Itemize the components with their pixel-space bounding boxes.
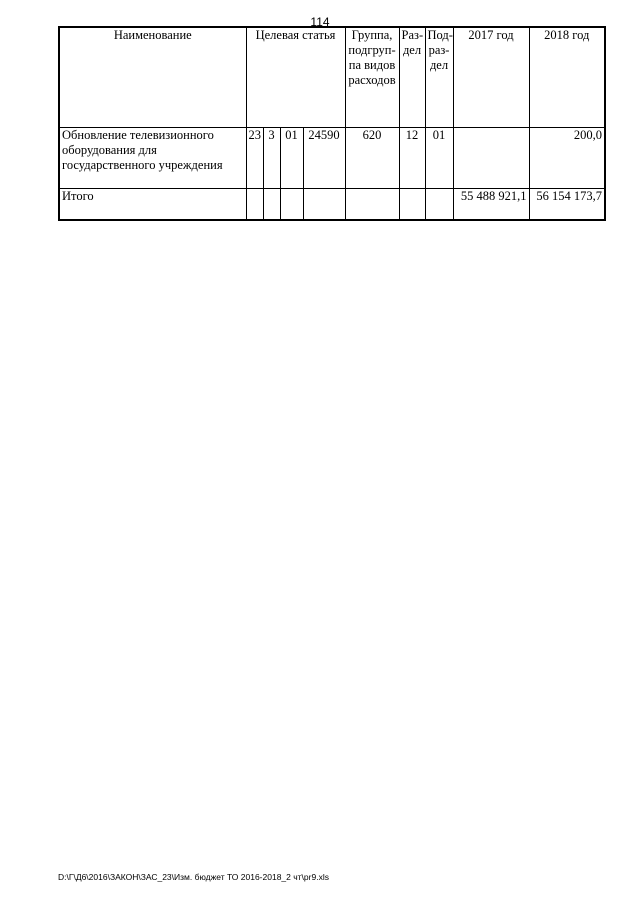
row-year-2018: 200,0 [529,127,605,188]
row-name: Обновление телевизионного оборудования для государственного учреждения [59,127,246,188]
row-section: 12 [399,127,425,188]
total-row [59,188,605,220]
header-subsection: Под-раз-дел [425,27,453,127]
row-year-2017 [453,127,529,188]
total-empty-cell [246,188,263,220]
total-label: Итого [59,188,246,220]
total-empty-cell [345,188,399,220]
row-article-2: 3 [263,127,280,188]
row-article-4: 24590 [303,127,345,188]
row-subsection: 01 [425,127,453,188]
file-path-footer: D:\Г\Д6\2016\ЗАКОН\ЗАС_23\Изм. бюджет ТО 2016-2018_2 чт\pr9.xls [58,872,329,882]
total-empty-cell [280,188,303,220]
budget-table [58,26,606,221]
header-target-article: Целевая статья [246,27,345,127]
total-empty-cell [303,188,345,220]
total-empty-cell [263,188,280,220]
total-year-2017: 55 488 921,1 [453,188,529,220]
header-year-2017: 2017 год [453,27,529,127]
total-empty-cell [425,188,453,220]
total-year-2018: 56 154 173,7 [529,188,605,220]
header-year-2018: 2018 год [529,27,605,127]
page-number: 114 [310,15,330,29]
header-name: Наименование [59,27,246,127]
table-row [59,127,605,188]
header-section: Раз-дел [399,27,425,127]
total-empty-cell [399,188,425,220]
row-article-3: 01 [280,127,303,188]
header-row [59,27,605,127]
header-group: Группа, подгруп-па видов расходов [345,27,399,127]
row-article-1: 23 [246,127,263,188]
row-group: 620 [345,127,399,188]
